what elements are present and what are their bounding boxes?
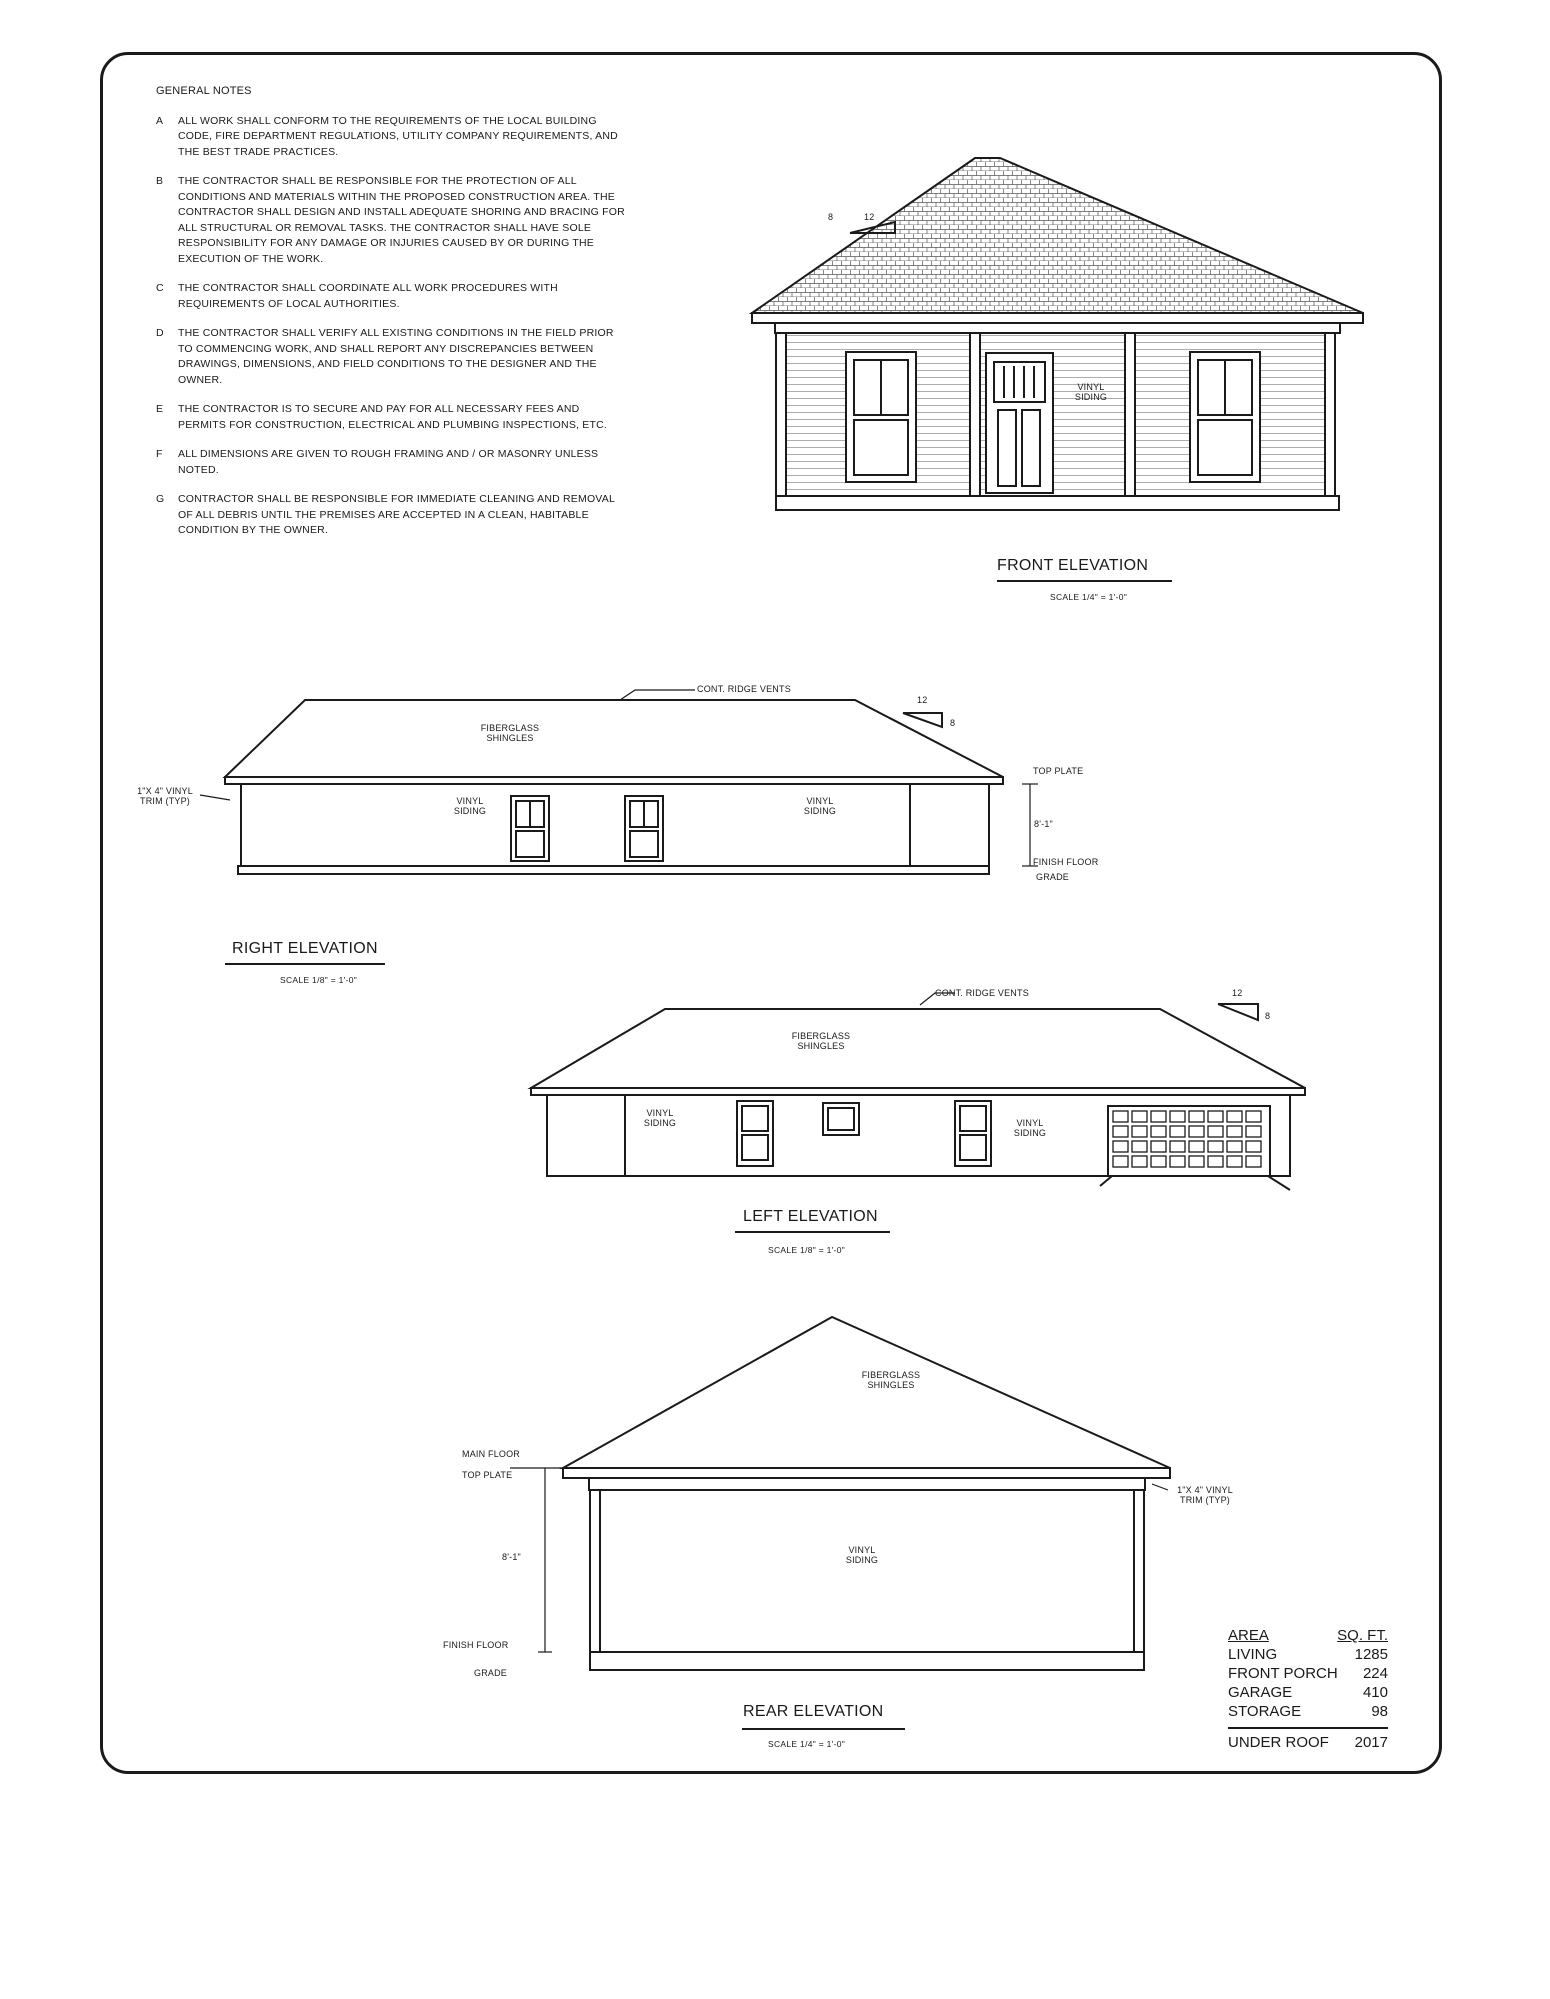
right-pitch-symbol — [903, 713, 942, 727]
rear-wall — [590, 1490, 1144, 1652]
area-value: 98 — [1371, 1703, 1388, 1720]
right-finish-floor-label: FINISH FLOOR — [1033, 857, 1099, 867]
note-letter: A — [156, 114, 164, 127]
left-pitch-run: 12 — [1232, 988, 1243, 998]
right-fascia — [225, 777, 1003, 784]
front-fascia — [752, 313, 1363, 323]
note-text: ALL DIMENSIONS ARE GIVEN TO ROUGH FRAMING AND / OR MASONRY UNLESS NOTED. — [178, 448, 599, 476]
area-row — [1228, 1664, 1388, 1683]
right-elevation-title: RIGHT ELEVATION — [232, 940, 378, 957]
note-text: THE CONTRACTOR SHALL COORDINATE ALL WORK PROCEDURES WITH REQUIREMENTS OF LOCAL AUTHORITIES. — [178, 282, 558, 310]
front-door — [986, 353, 1053, 493]
rear-main-floor-label: MAIN FLOOR — [462, 1449, 521, 1459]
note-letter: B — [156, 175, 164, 187]
note-letter: C — [156, 282, 164, 294]
right-ridge-vents-label: CONT. RIDGE VENTS — [697, 684, 791, 694]
left-fascia — [531, 1088, 1305, 1095]
note-text: THE CONTRACTOR SHALL VERIFY ALL EXISTING CONDITIONS IN THE FIELD PRIOR TO COMMENCING WORK, AND SHALL REPORT ANY DISCREPANCIES BETWEEN DRAWINGS, DIMENSIONS, AND FIELD CONDITIONS TO THE DESIGNER AND THE OWNER. — [178, 327, 614, 386]
area-value: 1285 — [1354, 1646, 1388, 1663]
area-row — [1228, 1645, 1388, 1664]
area-value: 410 — [1362, 1684, 1388, 1701]
rear-shingles-label: FIBERGLASS SHINGLES — [861, 1370, 921, 1390]
area-label: STORAGE — [1228, 1703, 1302, 1720]
right-elevation-scale: SCALE 1/8" = 1'-0" — [280, 975, 358, 985]
right-trim-label: 1"X 4" VINYL TRIM (TYP) — [137, 786, 193, 806]
note-letter: E — [156, 403, 164, 415]
total-value: 2017 — [1354, 1734, 1388, 1751]
area-header: AREA — [1228, 1627, 1269, 1644]
left-roof — [531, 1009, 1305, 1088]
note-letter: F — [156, 448, 163, 460]
front-pitch-run: 12 — [864, 212, 875, 222]
front-beam — [775, 323, 1340, 333]
front-siding-label: VINYL SIDING — [1074, 382, 1108, 402]
rear-fascia — [563, 1468, 1170, 1478]
rear-elevation-scale: SCALE 1/4" = 1'-0" — [768, 1739, 846, 1749]
total-label: UNDER ROOF — [1228, 1734, 1329, 1751]
porch-post — [1325, 333, 1335, 496]
note-text: CONTRACTOR SHALL BE RESPONSIBLE FOR IMMEDIATE CLEANING AND REMOVAL OF ALL DEBRIS UNTIL THE PREMISES ARE ACCEPTED IN A CLEAN, HABITABLE CONDITION BY THE OWNER. — [178, 493, 615, 536]
rear-trim-label: 1"X 4" VINYL TRIM (TYP) — [1177, 1485, 1233, 1505]
rear-top-plate-label: TOP PLATE — [462, 1470, 513, 1480]
right-siding-right-label: VINYL SIDING — [803, 796, 837, 816]
front-elevation-title: FRONT ELEVATION — [997, 557, 1149, 574]
area-total-row — [1228, 1727, 1388, 1752]
rear-grade-label: GRADE — [474, 1668, 508, 1678]
area-table — [1228, 1626, 1388, 1752]
porch-post — [776, 333, 786, 496]
right-base — [238, 866, 989, 874]
right-roof — [225, 700, 1003, 777]
note-text: ALL WORK SHALL CONFORM TO THE REQUIREMENTS OF THE LOCAL BUILDING CODE, FIRE DEPARTMENT REGULATIONS, UTILITY COMPANY REQUIREMENTS, AND THE BEST TRADE PRACTICES. — [178, 114, 618, 158]
note-text: THE CONTRACTOR SHALL BE RESPONSIBLE FOR THE PROTECTION OF ALL CONDITIONS AND MATERIALS WITHIN THE PROPOSED CONSTRUCTION AREA. THE CONTRACTOR SHALL DESIGN AND INSTALL ADEQUATE SHORING AND BRACING FOR ALL STRUCTURAL OR REMOVAL TASKS. THE CONTRACTOR SHALL HAVE SOLE RESPONSIBILITY FOR ANY DAMAGE OR INJURIES CAUSED BY OR DURING THE EXECUTION OF THE WORK. — [178, 175, 625, 265]
front-base — [776, 496, 1339, 510]
right-top-plate-label: TOP PLATE — [1033, 766, 1084, 776]
rear-elevation-drawing — [510, 1317, 1170, 1729]
porch-post — [970, 333, 980, 496]
right-pitch-run: 12 — [917, 695, 928, 705]
left-elevation-scale: SCALE 1/8" = 1'-0" — [768, 1245, 846, 1255]
front-elevation-drawing — [752, 158, 1363, 581]
left-elevation-title: LEFT ELEVATION — [743, 1208, 878, 1225]
note-letter: D — [156, 327, 164, 339]
left-shingles-label: FIBERGLASS SHINGLES — [791, 1031, 851, 1051]
area-label: GARAGE — [1228, 1684, 1293, 1701]
area-row — [1228, 1702, 1388, 1721]
right-elevation-drawing — [200, 690, 1038, 964]
rear-roof — [563, 1317, 1170, 1468]
area-label: LIVING — [1228, 1646, 1278, 1663]
area-table-header — [1228, 1626, 1388, 1645]
general-notes-heading: GENERAL NOTES — [156, 85, 252, 97]
right-shingles-label: FIBERGLASS SHINGLES — [480, 723, 540, 743]
front-elevation-scale: SCALE 1/4" = 1'-0" — [1050, 592, 1128, 602]
rear-beam — [589, 1478, 1145, 1490]
rear-siding-label: VINYL SIDING — [845, 1545, 879, 1565]
left-siding-left-label: VINYL SIDING — [643, 1108, 677, 1128]
left-pitch-rise: 8 — [1265, 1011, 1271, 1021]
porch-post — [1125, 333, 1135, 496]
area-value: 224 — [1362, 1665, 1388, 1682]
front-pitch-rise: 8 — [828, 212, 834, 222]
sqft-header: SQ. FT. — [1337, 1627, 1388, 1644]
right-pitch-rise: 8 — [950, 718, 956, 728]
front-roof — [752, 158, 1363, 313]
note-letter: G — [156, 493, 165, 505]
right-siding-left-label: VINYL SIDING — [453, 796, 487, 816]
left-pitch-symbol — [1218, 1004, 1258, 1020]
right-height-dim: 8'-1" — [1034, 819, 1053, 829]
area-row — [1228, 1683, 1388, 1702]
rear-base — [590, 1652, 1144, 1670]
rear-height-dim: 8'-1" — [502, 1552, 521, 1562]
rear-elevation-title: REAR ELEVATION — [743, 1703, 884, 1720]
right-grade-label: GRADE — [1036, 872, 1070, 882]
rear-finish-floor-label: FINISH FLOOR — [443, 1640, 509, 1650]
left-ridge-vents-label: CONT. RIDGE VENTS — [935, 988, 1029, 998]
right-wall — [241, 784, 989, 871]
left-siding-right-label: VINYL SIDING — [1013, 1118, 1047, 1138]
area-label: FRONT PORCH — [1228, 1665, 1338, 1682]
note-text: THE CONTRACTOR IS TO SECURE AND PAY FOR ALL NECESSARY FEES AND PERMITS FOR CONSTRUCTION, ELECTRICAL AND PLUMBING INSPECTIONS, ETC. — [178, 403, 607, 431]
